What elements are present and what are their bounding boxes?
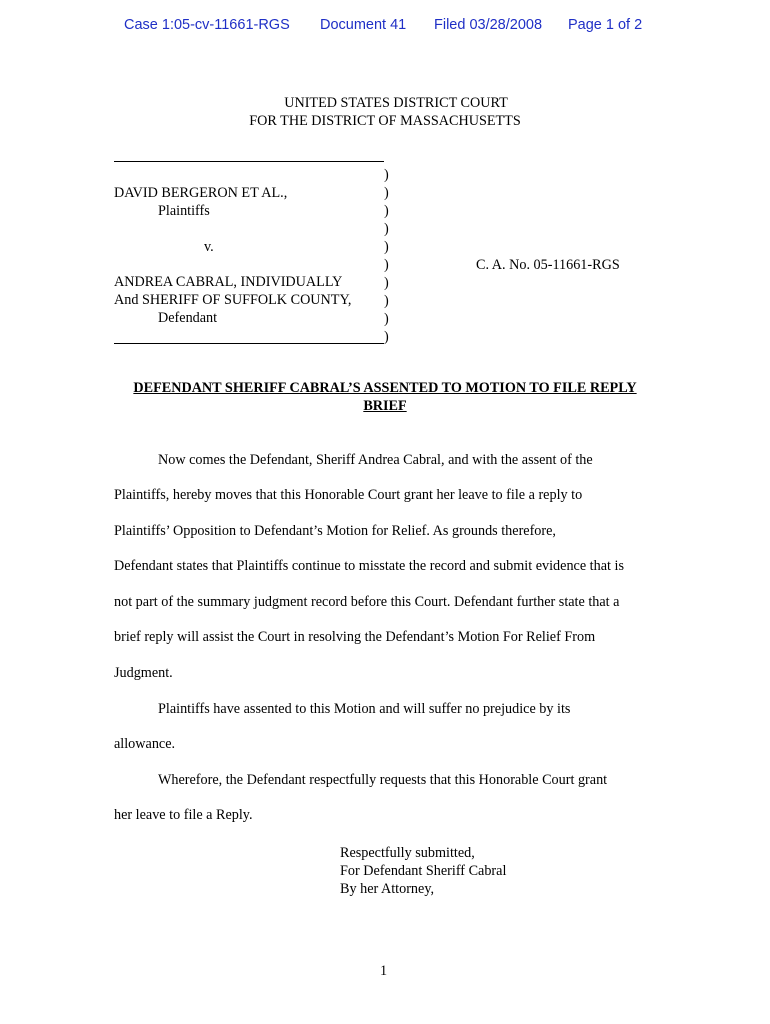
caption-paren: ) [384, 329, 389, 345]
defendant-name-line1: ANDREA CABRAL, INDIVIDUALLY [114, 274, 343, 290]
body-line: Judgment. [114, 665, 173, 681]
body-line: Defendant states that Plaintiffs continue to misstate the record and submit evidence that is [114, 558, 624, 574]
body-line: her leave to file a Reply. [114, 807, 253, 823]
court-name-line2: FOR THE DISTRICT OF MASSACHUSETTS [249, 113, 521, 129]
caption-bottom-rule [114, 343, 384, 344]
caption-paren: ) [384, 167, 389, 183]
body-line: brief reply will assist the Court in resolving the Defendant’s Motion For Relief From [114, 629, 596, 645]
civil-action-number: C. A. No. 05-11661-RGS [476, 257, 620, 273]
body-line: Plaintiffs have assented to this Motion and will suffer no prejudice by its [158, 701, 571, 717]
motion-title-line2: BRIEF [363, 398, 407, 414]
caption-paren: ) [384, 185, 389, 201]
caption-paren: ) [384, 293, 389, 309]
court-name-line1: UNITED STATES DISTRICT COURT [284, 95, 508, 111]
versus: v. [204, 239, 214, 255]
signature-line1: Respectfully submitted, [340, 845, 475, 861]
header-filed-date: Filed 03/28/2008 [434, 17, 543, 33]
caption-paren: ) [384, 257, 389, 273]
body-line: Plaintiffs’ Opposition to Defendant’s Motion for Relief. As grounds therefore, [114, 523, 556, 539]
plaintiff-role: Plaintiffs [158, 203, 210, 219]
header-document-number: Document 41 [320, 17, 407, 33]
signature-line2: For Defendant Sheriff Cabral [340, 863, 507, 879]
motion-title-line1: DEFENDANT SHERIFF CABRAL’S ASSENTED TO MOTION TO FILE REPLY [133, 380, 637, 396]
caption-paren: ) [384, 275, 389, 291]
body-line: allowance. [114, 736, 176, 752]
body-line: Wherefore, the Defendant respectfully requests that this Honorable Court grant [158, 772, 608, 788]
caption-paren: ) [384, 221, 389, 237]
header-page-count: Page 1 of 2 [568, 17, 643, 33]
plaintiff-name: DAVID BERGERON ET AL., [114, 185, 288, 201]
body-line: not part of the summary judgment record before this Court. Defendant further state that a [114, 594, 620, 610]
defendant-name-line2: And SHERIFF OF SUFFOLK COUNTY, [114, 292, 352, 308]
caption-paren: ) [384, 311, 389, 327]
caption-top-rule [114, 161, 384, 162]
header-case-number: Case 1:05-cv-11661-RGS [124, 17, 290, 33]
defendant-role: Defendant [158, 310, 218, 326]
body-line: Plaintiffs, hereby moves that this Honorable Court grant her leave to file a reply to [114, 487, 583, 503]
caption-paren: ) [384, 203, 389, 219]
body-line: Now comes the Defendant, Sheriff Andrea Cabral, and with the assent of the [158, 452, 593, 468]
signature-line3: By her Attorney, [340, 881, 435, 897]
caption-parentheses-column [384, 166, 394, 346]
caption-paren: ) [384, 239, 389, 255]
page-number: 1 [380, 963, 388, 979]
